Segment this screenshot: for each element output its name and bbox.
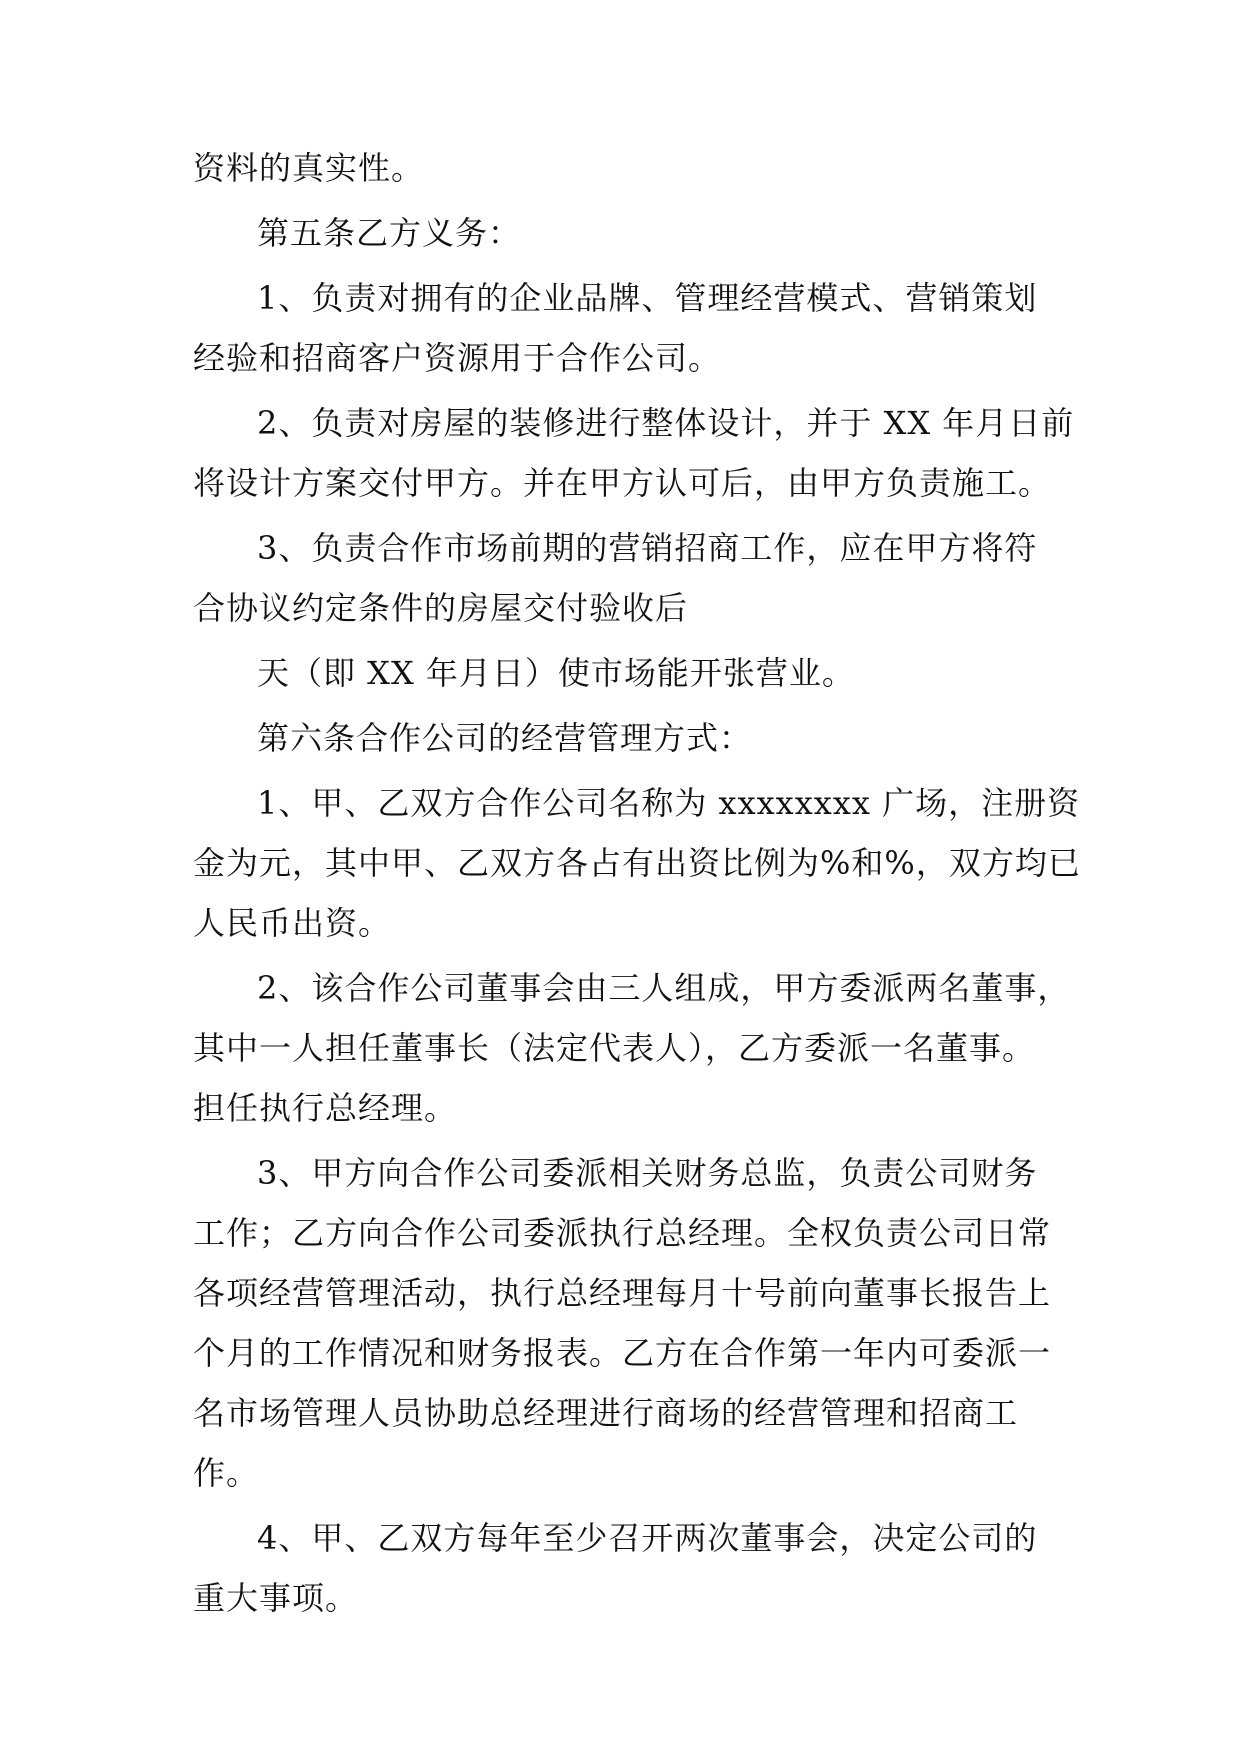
article-heading: 第五条乙方义务： [257, 214, 522, 252]
text-line: 工作；乙方向合作公司委派执行总经理。全权负责公司日常 [193, 1214, 1052, 1252]
text-line: 其中一人担任董事长（法定代表人），乙方委派一名董事。 [193, 1029, 1036, 1067]
text-line: 2、该合作公司董事会由三人组成，甲方委派两名董事， [257, 969, 1071, 1007]
text-line: 名市场管理人员协助总经理进行商场的经营管理和招商工 [193, 1394, 1019, 1432]
text-line: 将设计方案交付甲方。并在甲方认可后，由甲方负责施工。 [193, 464, 1052, 502]
article-heading: 第六条合作公司的经营管理方式： [257, 719, 753, 757]
text-line: 重大事项。 [193, 1579, 359, 1617]
text-line: 经验和招商客户资源用于合作公司。 [193, 339, 722, 377]
text-line: 4、甲、乙双方每年至少召开两次董事会，决定公司的 [257, 1519, 1038, 1557]
text-line: 1、负责对拥有的企业品牌、管理经营模式、营销策划 [257, 279, 1038, 317]
text-line: 3、负责合作市场前期的营销招商工作，应在甲方将符 [257, 529, 1038, 567]
text-line: 3、甲方向合作公司委派相关财务总监，负责公司财务 [257, 1154, 1038, 1192]
text-line: 各项经营管理活动，执行总经理每月十号前向董事长报告上 [193, 1274, 1052, 1312]
text-line: 资料的真实性。 [193, 149, 425, 187]
text-line: 合协议约定条件的房屋交付验收后 [193, 589, 689, 627]
text-line: 个月的工作情况和财务报表。乙方在合作第一年内可委派一 [193, 1334, 1052, 1372]
text-line: 担任执行总经理。 [193, 1089, 458, 1127]
text-line: 金为元，其中甲、乙双方各占有出资比例为%和%，双方均已 [193, 844, 1081, 882]
text-line: 1、甲、乙双方合作公司名称为 xxxxxxxx 广场，注册资 [257, 784, 1081, 822]
text-line: 人民币出资。 [193, 904, 392, 942]
text-line: 作。 [193, 1454, 260, 1492]
text-line: 2、负责对房屋的装修进行整体设计，并于 XX 年月日前 [257, 404, 1075, 442]
text-line: 天（即 XX 年月日）使市场能开张营业。 [257, 654, 855, 692]
